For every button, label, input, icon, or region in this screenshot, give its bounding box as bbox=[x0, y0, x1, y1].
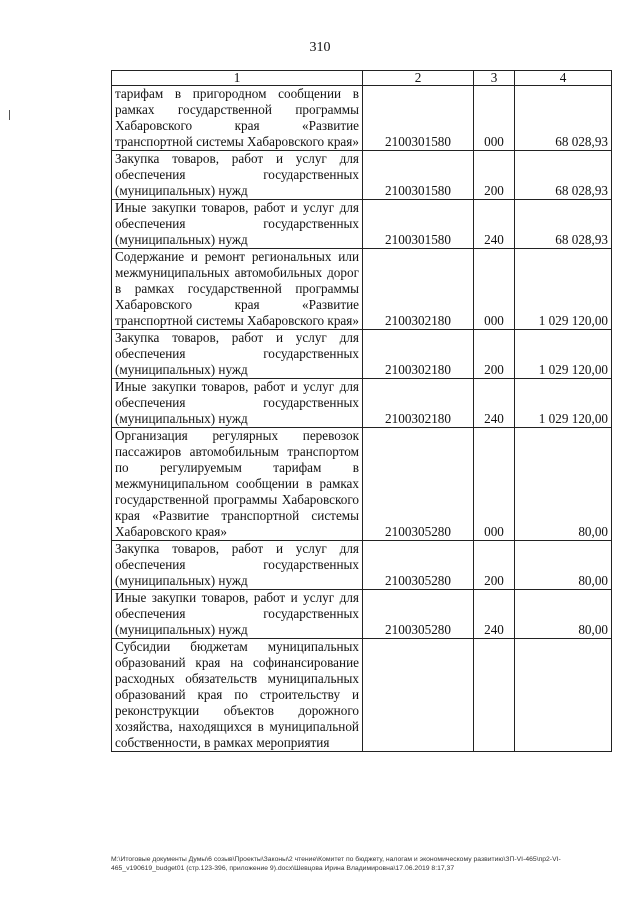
row-name: Содержание и ремонт региональных или межмуниципальных автомобильных дорог в рамках государственной программы Хабаровского края «Развитие транспортной системы Хабаровского края» bbox=[112, 249, 363, 330]
row-code: 2100305280 bbox=[363, 428, 474, 541]
table-row bbox=[112, 249, 612, 330]
table-row bbox=[112, 151, 612, 200]
row-code: 2100301580 bbox=[363, 151, 474, 200]
row-amount bbox=[515, 639, 612, 752]
table-row bbox=[112, 541, 612, 590]
row-code: 2100302180 bbox=[363, 379, 474, 428]
row-name: тарифам в пригородном сообщении в рамках государственной программы Хабаровского края «Развитие транспортной системы Хабаровского края» bbox=[112, 86, 363, 151]
row-name: Закупка товаров, работ и услуг для обеспечения государственных (муниципальных) нужд bbox=[112, 330, 363, 379]
row-amount: 1 029 120,00 bbox=[515, 379, 612, 428]
row-type bbox=[474, 639, 515, 752]
row-code: 2100301580 bbox=[363, 200, 474, 249]
row-amount: 1 029 120,00 bbox=[515, 249, 612, 330]
table-row bbox=[112, 200, 612, 249]
row-code: 2100305280 bbox=[363, 541, 474, 590]
row-name: Иные закупки товаров, работ и услуг для обеспечения государственных (муниципальных) нужд bbox=[112, 590, 363, 639]
row-type: 240 bbox=[474, 379, 515, 428]
row-amount: 68 028,93 bbox=[515, 200, 612, 249]
row-code bbox=[363, 639, 474, 752]
header-col-2: 2 bbox=[363, 71, 474, 86]
row-code: 2100302180 bbox=[363, 249, 474, 330]
row-type: 240 bbox=[474, 590, 515, 639]
header-col-4: 4 bbox=[515, 71, 612, 86]
budget-table bbox=[111, 70, 612, 752]
row-type: 000 bbox=[474, 249, 515, 330]
row-code: 2100302180 bbox=[363, 330, 474, 379]
row-type: 000 bbox=[474, 86, 515, 151]
row-name: Закупка товаров, работ и услуг для обеспечения государственных (муниципальных) нужд bbox=[112, 151, 363, 200]
table-row bbox=[112, 379, 612, 428]
header-col-3: 3 bbox=[474, 71, 515, 86]
table-row bbox=[112, 428, 612, 541]
row-name: Организация регулярных перевозок пассажиров автомобильным транспортом по регулируемым тарифам в межмуниципальном сообщении в рамках государственной программы Хабаровского края «Развитие транспортной системы Хабаровского края» bbox=[112, 428, 363, 541]
page-number: 310 bbox=[309, 40, 331, 55]
row-name: Закупка товаров, работ и услуг для обеспечения государственных (муниципальных) нужд bbox=[112, 541, 363, 590]
table-row bbox=[112, 330, 612, 379]
row-type: 000 bbox=[474, 428, 515, 541]
row-code: 2100305280 bbox=[363, 590, 474, 639]
row-type: 200 bbox=[474, 541, 515, 590]
row-name: Иные закупки товаров, работ и услуг для обеспечения государственных (муниципальных) нужд bbox=[112, 379, 363, 428]
margin-mark bbox=[9, 110, 10, 120]
row-amount: 68 028,93 bbox=[515, 86, 612, 151]
row-type: 200 bbox=[474, 330, 515, 379]
row-amount: 80,00 bbox=[515, 590, 612, 639]
row-amount: 1 029 120,00 bbox=[515, 330, 612, 379]
row-amount: 68 028,93 bbox=[515, 151, 612, 200]
table-header-row bbox=[112, 71, 612, 86]
row-name: Иные закупки товаров, работ и услуг для обеспечения государственных (муниципальных) нужд bbox=[112, 200, 363, 249]
table-row bbox=[112, 86, 612, 151]
table-row bbox=[112, 639, 612, 752]
row-type: 240 bbox=[474, 200, 515, 249]
file-path-footer: М:\Итоговые документы Думы\6 созыв\Проекты\Законы\2 чтение\Комитет по бюджету, налогам и экономическому развитию\ЗП-VI-465\пр2-VI-465_v190619_budget01 (стр.123-396, приложение 9).docx\Шевцова Ирина Владимировна\17.06.2019 8:17,37 bbox=[111, 856, 561, 872]
header-col-1: 1 bbox=[112, 71, 363, 86]
row-amount: 80,00 bbox=[515, 541, 612, 590]
row-type: 200 bbox=[474, 151, 515, 200]
table-row bbox=[112, 590, 612, 639]
row-name: Субсидии бюджетам муниципальных образований края на софинансирование расходных обязательств муниципальных образований края по строительству и реконструкции объектов дорожного хозяйства, находящихся в муниципальной собственности, в рамках мероприятия bbox=[112, 639, 363, 752]
row-code: 2100301580 bbox=[363, 86, 474, 151]
row-amount: 80,00 bbox=[515, 428, 612, 541]
